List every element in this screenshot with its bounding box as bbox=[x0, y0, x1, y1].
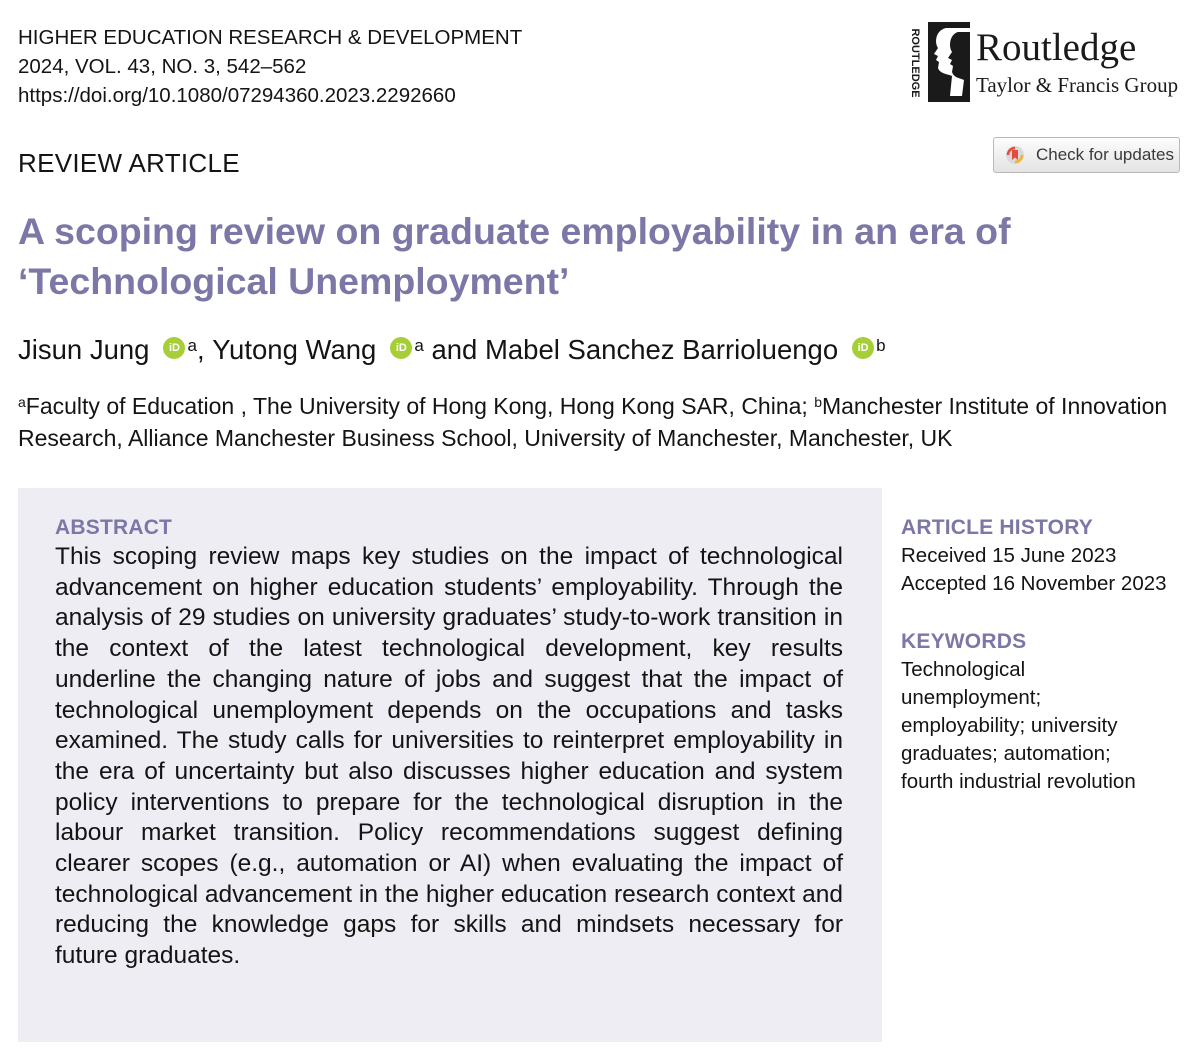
routledge-profile-icon bbox=[926, 22, 972, 102]
affiliation-mark: a bbox=[187, 336, 197, 355]
check-for-updates-button[interactable] bbox=[993, 137, 1180, 173]
author-separator: and bbox=[431, 334, 478, 365]
affiliation-mark: b bbox=[814, 394, 822, 410]
journal-doi-link[interactable]: https://doi.org/10.1080/07294360.2023.2292660 bbox=[18, 84, 456, 107]
bookmark-update-icon bbox=[1005, 145, 1025, 165]
abstract-text: This scoping review maps key studies on the impact of technological advancement on higher education students’ employability. Through the analysis of 29 studies on university graduates’ study-to-work transition in the context of the latest technological development, key results underline the changing nature of jobs and suggest that the impact of technological unemployment depends on the occupations and tasks examined. The study calls for universities to reinterpret employability in the era of uncertainty but also discusses higher education and system policy interventions to prepare for the technological disruption in the labour market transition. Policy recommendations suggest defining clearer scopes (e.g., automation or AI) when evaluating the impact of technological advancement in the higher education research context and reducing the knowledge gaps for skills and mindsets necessary for future graduates. bbox=[55, 543, 843, 970]
publisher-side-text bbox=[906, 26, 924, 100]
author-name: Jisun Jung bbox=[18, 334, 150, 365]
received-date: Received 15 June 2023 bbox=[901, 544, 1117, 567]
orcid-icon[interactable]: iD bbox=[163, 337, 185, 359]
article-type: REVIEW ARTICLE bbox=[18, 148, 240, 178]
affiliation-text: Manchester Institute of Innovation Research, Alliance Manchester Business School, University of Manchester, Manchester, UK bbox=[18, 393, 1168, 451]
author-separator: , bbox=[196, 334, 205, 365]
check-for-updates-label: Check for updates bbox=[1036, 145, 1174, 164]
author-name: Yutong Wang bbox=[212, 334, 377, 365]
author-1 bbox=[18, 330, 197, 370]
affiliation-mark: b bbox=[876, 336, 886, 355]
abstract-heading: ABSTRACT bbox=[55, 516, 173, 539]
keyword-line: unemployment; bbox=[901, 686, 1042, 709]
orcid-icon[interactable]: iD bbox=[390, 337, 412, 359]
author-3 bbox=[485, 330, 886, 370]
affiliation-mark: a bbox=[414, 336, 424, 355]
author-2 bbox=[212, 330, 424, 370]
article-history-heading: ARTICLE HISTORY bbox=[901, 516, 1094, 539]
keyword-line: employability; university bbox=[901, 714, 1118, 737]
journal-header bbox=[18, 23, 522, 110]
publisher-group: Taylor & Francis Group bbox=[976, 73, 1179, 97]
keywords-heading: KEYWORDS bbox=[901, 630, 1027, 653]
journal-name: HIGHER EDUCATION RESEARCH & DEVELOPMENT bbox=[18, 26, 523, 49]
accepted-date: Accepted 16 November 2023 bbox=[901, 572, 1167, 595]
journal-volume: 2024, VOL. 43, NO. 3, 542–562 bbox=[18, 55, 307, 78]
orcid-icon[interactable]: iD bbox=[852, 337, 874, 359]
keyword-line: Technological bbox=[901, 658, 1026, 681]
article-metadata-sidebar bbox=[901, 514, 1191, 796]
article-title: A scoping review on graduate employability in an era of ‘Technological Unemployment’ bbox=[18, 210, 1011, 302]
abstract-content bbox=[55, 514, 843, 972]
svg-text:ROUTLEDGE: ROUTLEDGE bbox=[909, 28, 922, 98]
keywords-block bbox=[901, 628, 1191, 796]
keyword-line: graduates; automation; bbox=[901, 742, 1111, 765]
abstract-box bbox=[18, 488, 882, 1042]
affiliation-text: Faculty of Education , The University of Hong Kong, Hong Kong SAR, China; bbox=[25, 393, 808, 419]
publisher-logo[interactable] bbox=[906, 20, 1186, 104]
keyword-line: fourth industrial revolution bbox=[901, 770, 1136, 793]
affiliations bbox=[18, 390, 1178, 454]
author-list bbox=[18, 330, 886, 370]
affiliation-mark: a bbox=[18, 394, 26, 410]
publisher-name: Routledge bbox=[976, 26, 1137, 69]
author-name: Mabel Sanchez Barrioluengo bbox=[484, 334, 839, 365]
